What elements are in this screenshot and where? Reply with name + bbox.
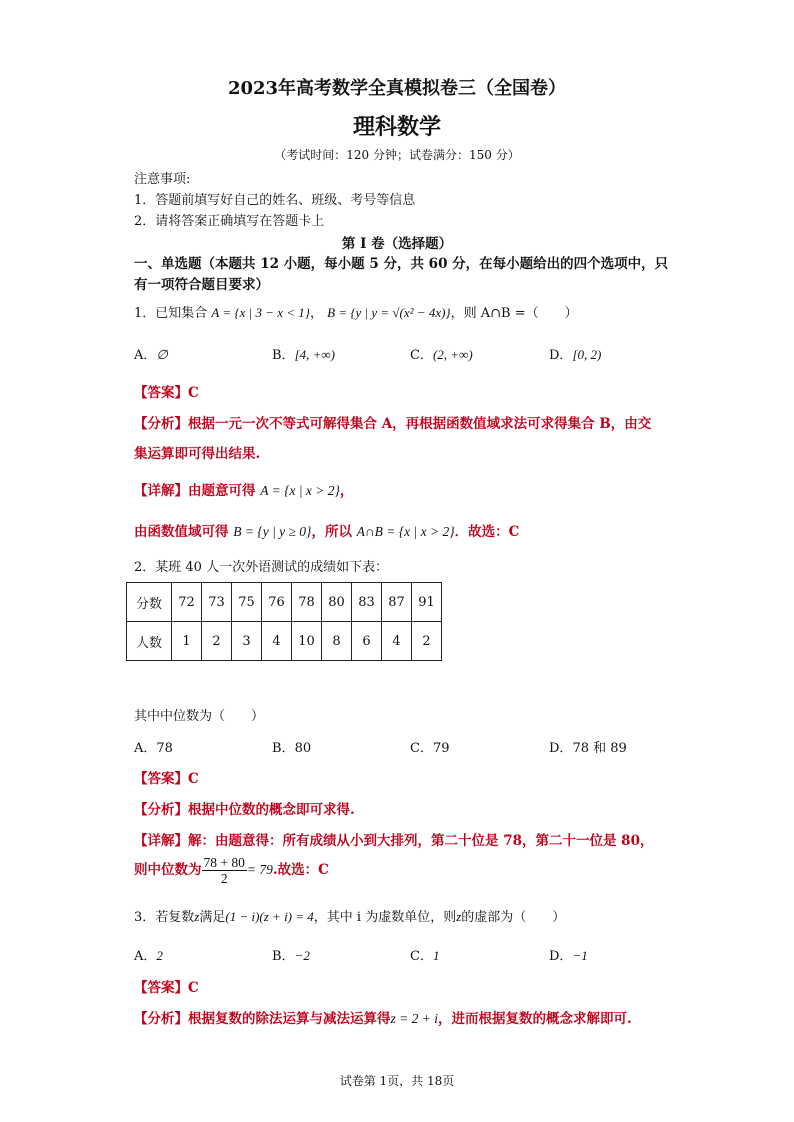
score-table xyxy=(126,582,442,661)
table-cell: 1 xyxy=(172,622,202,661)
paper-subtitle: 理科数学 xyxy=(352,114,441,140)
q2-detail-line-2: 则中位数为 $\frac{78 + 80}{2}$ = 79.故选：C xyxy=(134,855,329,886)
q1-comma: ， xyxy=(309,306,323,321)
q2-option-b: B．80 xyxy=(272,741,312,756)
table-cell: 2 xyxy=(412,622,442,661)
q3-option-b: B．−2 xyxy=(272,948,310,964)
q3-analysis: 【分析】根据复数的除法运算与减法运算得z = 2 + i，进而根据复数的概念求解即可. xyxy=(134,1011,632,1027)
q1-set-a: A = {x | 3 − x < 1} xyxy=(211,305,310,320)
q1-detail-set-b: B = {y | y ≥ 0} xyxy=(233,524,312,539)
table-cell: 91 xyxy=(412,583,442,622)
table-cell: 8 xyxy=(322,622,352,661)
table-row xyxy=(127,622,442,661)
table-cell: 76 xyxy=(262,583,292,622)
question-type-line-2: 有一项符合题目要求） xyxy=(134,277,269,293)
q1-analysis-line-2: 集运算即可得出结果. xyxy=(134,446,261,462)
table-cell: 73 xyxy=(202,583,232,622)
table-cell: 3 xyxy=(232,622,262,661)
page-footer: 试卷第 1页，共 18页 xyxy=(339,1074,455,1088)
q2-answer: 【答案】C xyxy=(134,771,199,787)
q2-fraction: $\frac{78 + 80}{2}$ xyxy=(203,855,245,886)
q3-equation: (1 − i)(z + i) = 4 xyxy=(225,909,314,924)
table-header-score: 分数 xyxy=(127,583,172,622)
q2-analysis: 【分析】根据中位数的概念即可求得. xyxy=(134,802,355,818)
notes-heading: 注意事项: xyxy=(134,172,191,187)
q1-option-a: A．∅ xyxy=(134,347,168,363)
q1-detail-set-a: A = {x | x > 2} xyxy=(260,483,340,498)
q1-detail-intersection: A∩B = {x | x > 2} xyxy=(356,524,455,539)
q1-analysis-line-1: 【分析】根据一元一次不等式可解得集合 A，再根据函数值域求法可求得集合 B，由交 xyxy=(134,416,652,432)
q3-answer: 【答案】C xyxy=(134,980,199,996)
table-cell: 80 xyxy=(322,583,352,622)
table-header-count: 人数 xyxy=(127,622,172,661)
q3-stem: 3．若复数z满足(1 − i)(z + i) = 4，其中 i 为虚数单位，则z的虚部为（ ） xyxy=(134,909,566,925)
note-item-2: 2．请将答案正确填写在答题卡上 xyxy=(134,214,325,229)
table-cell: 10 xyxy=(292,622,322,661)
table-cell: 83 xyxy=(352,583,382,622)
q2-ask: 其中中位数为（ ） xyxy=(134,709,265,724)
q2-stem: 2．某班 40 人一次外语测试的成绩如下表： xyxy=(134,560,389,575)
q2-option-c: C．79 xyxy=(410,741,450,756)
section-title: 第 I 卷（选择题） xyxy=(341,236,453,252)
table-row xyxy=(127,583,442,622)
paper-title: 2023年高考数学全真模拟卷三（全国卷） xyxy=(227,78,567,99)
q1-ask: ，则 A∩B =（ ） xyxy=(450,306,578,321)
q2-option-d: D．78 和 89 xyxy=(549,741,627,756)
q1-option-b: B．[4, +∞) xyxy=(272,347,335,363)
q1-option-c: C．(2, +∞) xyxy=(410,347,473,363)
q1-answer: 【答案】C xyxy=(134,385,199,401)
table-cell: 4 xyxy=(262,622,292,661)
q2-option-a: A．78 xyxy=(134,741,173,756)
table-cell: 87 xyxy=(382,583,412,622)
q1-stem xyxy=(134,302,578,321)
table-cell: 6 xyxy=(352,622,382,661)
q3-option-d: D．−1 xyxy=(549,948,588,964)
q3-option-c: C．1 xyxy=(410,948,440,964)
q1-option-d: D．[0, 2) xyxy=(549,347,602,363)
question-type-line-1: 一、单选题（本题共 12 小题，每小题 5 分，共 60 分，在每小题给出的四个选项中，只 xyxy=(134,256,669,272)
table-cell: 2 xyxy=(202,622,232,661)
table-cell: 78 xyxy=(292,583,322,622)
q1-prefix: 1．已知集合 xyxy=(134,306,208,321)
table-cell: 72 xyxy=(172,583,202,622)
note-item-1: 1．答题前填写好自己的姓名、班级、考号等信息 xyxy=(134,193,416,208)
q2-detail-line-1: 【详解】解：由题意得：所有成绩从小到大排列，第二十位是 78，第二十一位是 80， xyxy=(134,833,654,849)
q1-set-b: B = {y | y = √(x² − 4x)} xyxy=(327,305,451,320)
q1-detail-line-2: 由函数值域可得 B = {y | y ≥ 0}，所以 A∩B = {x | x > 2}．故选：C xyxy=(134,524,520,540)
q1-detail-line-1: 【详解】由题意可得 A = {x | x > 2}， xyxy=(134,483,354,499)
q3-option-a: A．2 xyxy=(134,948,163,964)
exam-info: （考试时间：120 分钟；试卷满分：150 分） xyxy=(274,148,520,162)
table-cell: 4 xyxy=(382,622,412,661)
table-cell: 75 xyxy=(232,583,262,622)
